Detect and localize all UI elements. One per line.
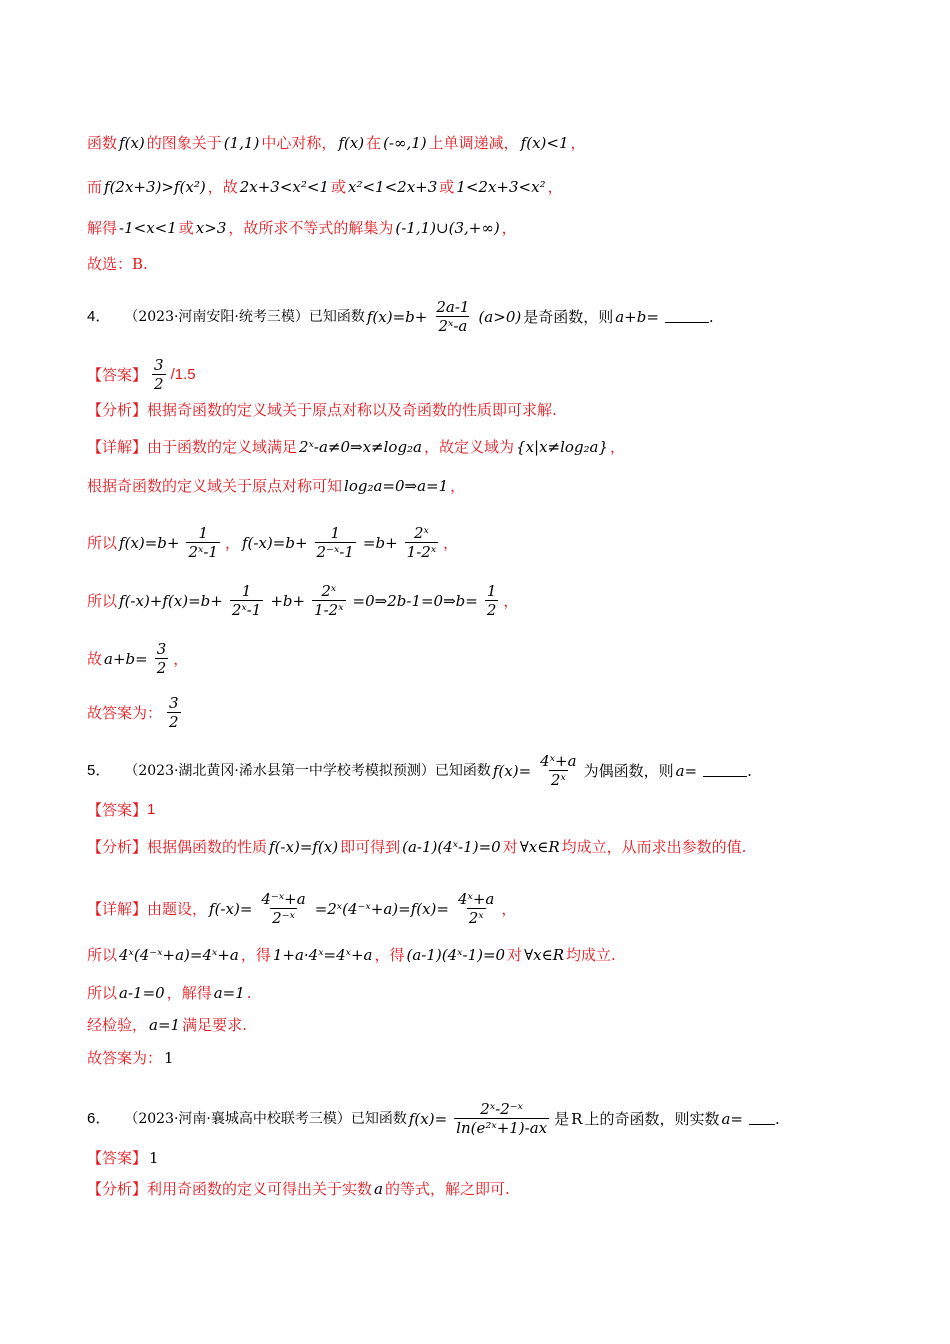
question-source: （2023·河南·襄城高中校联考三模）已知函数	[124, 1110, 407, 1127]
denominator: 2ˣ	[468, 909, 484, 927]
text: 故答案为：	[87, 1049, 163, 1067]
math: (-1,1)∪(3,+∞)	[395, 219, 500, 237]
fraction	[184, 524, 221, 561]
text: 根据奇函数的定义域关于原点对称可知	[87, 477, 343, 495]
fraction	[403, 524, 440, 561]
text: ，	[547, 178, 563, 196]
text: 故答案为：	[87, 703, 163, 722]
text: 所以	[87, 533, 118, 552]
text: ，解得	[166, 984, 212, 1002]
text: ，	[501, 899, 517, 918]
math: f(x)=	[408, 1109, 448, 1128]
q5-detail-3	[87, 983, 910, 1003]
text: .	[774, 1109, 780, 1128]
answer-value: 1	[147, 801, 156, 818]
question-number: 4．	[87, 307, 111, 325]
math: =b+	[362, 533, 398, 552]
numerator: 1	[486, 582, 497, 600]
denominator: 2	[154, 375, 164, 393]
math: =0⇒2b-1=0⇒b=	[352, 591, 478, 610]
text: 上的奇函数，则实数	[584, 1109, 720, 1128]
numerator: 2ˣ	[321, 582, 337, 600]
denominator: 2	[156, 659, 167, 677]
q4-detail-1	[87, 437, 910, 457]
numerator: 3	[156, 640, 167, 658]
text: ，	[443, 533, 459, 552]
text: 的等式，解之即可.	[384, 1180, 510, 1198]
fraction	[483, 582, 501, 619]
math: ∀x∈R	[524, 946, 565, 964]
text: 所以	[87, 946, 118, 964]
math: -1<x<1	[119, 219, 177, 237]
text: ，	[173, 649, 189, 668]
text: ，	[224, 533, 240, 552]
math: f(-x)=	[209, 899, 253, 918]
numerator: 2ˣ-2⁻ˣ	[480, 1100, 524, 1118]
question-4	[87, 298, 910, 335]
numerator: 4⁻ˣ+a	[261, 890, 306, 908]
text: 中心对称，	[261, 134, 337, 152]
text: .	[246, 984, 252, 1002]
denominator: 2ˣ-a	[438, 317, 468, 335]
q5-detail-2	[87, 945, 910, 965]
text: ，	[610, 438, 626, 456]
math: a=1	[149, 1016, 181, 1034]
text: 上单调递减，	[428, 134, 519, 152]
text: 而	[87, 178, 103, 196]
solution-conclusion	[87, 254, 910, 274]
math: {x|x≠log₂a}	[516, 438, 609, 456]
numerator: 2ˣ	[413, 524, 429, 542]
q6-answer	[87, 1148, 910, 1168]
math: (a-1)(4ˣ-1)=0	[406, 946, 506, 964]
text: 利用奇函数的定义可得出关于实数	[147, 1180, 373, 1198]
text: 对	[507, 946, 523, 964]
solution-line-2	[87, 177, 910, 197]
math: x>3	[195, 219, 227, 237]
math: 2x+3<x²<1	[239, 178, 329, 196]
math: (a-1)(4ˣ-1)=0	[402, 838, 501, 856]
q4-analysis	[87, 400, 910, 420]
math: log₂a=0⇒a=1	[344, 477, 449, 495]
text: ，故定义域为	[424, 438, 515, 456]
question-number: 5．	[87, 761, 111, 779]
text: 所以	[87, 591, 118, 610]
solution-line-3	[87, 218, 910, 238]
q4-detail-2	[87, 476, 910, 496]
text: 满足要求.	[182, 1016, 247, 1034]
numerator: 3	[154, 356, 164, 374]
text: 或	[439, 178, 455, 196]
denominator: 2ˣ	[550, 771, 566, 789]
fraction	[165, 694, 183, 731]
math: 1<2x+3<x²	[456, 178, 546, 196]
numerator: 1	[198, 524, 208, 542]
fraction	[228, 582, 265, 619]
math: 1	[164, 1049, 174, 1067]
math: 2ˣ-a≠0⇒x≠log₂a	[299, 438, 423, 456]
numerator: 3	[169, 694, 179, 712]
fraction	[432, 298, 473, 335]
denominator: 1-2ˣ	[406, 543, 437, 561]
text: 函数	[87, 134, 118, 152]
fraction	[313, 524, 358, 561]
q5-answer	[87, 800, 910, 820]
math: f(x)	[338, 134, 365, 152]
q5-detail-4	[87, 1015, 910, 1035]
q4-answer	[87, 356, 910, 393]
detail-label: 【详解】	[87, 899, 148, 918]
question-number: 6．	[87, 1109, 111, 1127]
q4-detail-3	[87, 524, 910, 561]
math: +b+	[270, 591, 306, 610]
text: 或	[178, 219, 194, 237]
math: f(-x)=b+	[241, 533, 308, 552]
numerator: 4ˣ+a	[540, 752, 577, 770]
fraction	[452, 1100, 551, 1137]
answer-blank	[749, 1112, 775, 1125]
fraction	[310, 582, 347, 619]
math: f(2x+3)>f(x²)	[104, 178, 206, 196]
text: 或	[330, 178, 346, 196]
q5-final-answer	[87, 1048, 910, 1068]
denominator: 2ˣ-1	[188, 543, 218, 561]
text: 解得	[87, 219, 118, 237]
text: .	[747, 761, 752, 780]
q4-final-answer	[87, 694, 910, 731]
question-source: （2023·湖北黄冈·浠水县第一中学校考模拟预测）已知函数	[124, 762, 491, 779]
answer-value: 1	[149, 1149, 159, 1167]
math: f(x)=b+	[119, 533, 180, 552]
text: 对	[502, 838, 518, 856]
text: 根据偶函数的性质	[147, 838, 268, 856]
fraction	[150, 356, 168, 393]
denominator: 2	[486, 601, 497, 619]
text: .	[708, 307, 714, 326]
text: 根据奇函数的定义域关于原点对称以及奇函数的性质即可求解.	[147, 401, 557, 419]
text: ，故	[207, 178, 238, 196]
text: 由于函数的定义域满足	[147, 438, 298, 456]
q5-detail-1	[87, 890, 910, 927]
question-5	[87, 752, 910, 789]
numerator: 2a-1	[436, 298, 470, 316]
math: f(x)=	[492, 761, 532, 780]
text: ，得	[374, 946, 405, 964]
math: a	[374, 1180, 383, 1198]
math: R	[571, 1109, 583, 1128]
fraction	[257, 890, 309, 927]
math: (1,1)	[223, 134, 260, 152]
fraction	[454, 890, 498, 927]
math: a+b=	[104, 649, 148, 668]
math: ∀x∈R	[519, 838, 560, 856]
math: 1+a·4ˣ=4ˣ+a	[272, 946, 373, 964]
text: 故选：B.	[87, 255, 148, 273]
analysis-label: 【分析】	[87, 401, 148, 419]
denominator: 2	[169, 713, 179, 731]
text: 的图象关于	[146, 134, 222, 152]
text: 故	[87, 649, 103, 668]
text: 均成立.	[566, 946, 616, 964]
text: ，故所求不等式的解集为	[228, 219, 394, 237]
text: ，得	[240, 946, 271, 964]
math: f(-x)=f(x)	[269, 838, 339, 856]
math: (-∞,1)	[383, 134, 427, 152]
answer-blank	[703, 764, 747, 777]
math: a+b=	[615, 307, 659, 326]
math: (a>0)	[478, 307, 522, 326]
math: a-1=0	[119, 984, 165, 1002]
numerator: 4ˣ+a	[457, 890, 495, 908]
text: ，	[570, 134, 586, 152]
denominator: 1-2ˣ	[314, 601, 344, 619]
math: f(x)=b+	[366, 307, 428, 326]
text: ，	[503, 591, 519, 610]
math: f(-x)+f(x)=b+	[119, 591, 223, 610]
fraction	[153, 640, 171, 677]
analysis-label: 【分析】	[87, 1180, 148, 1198]
answer-label: 【答案】	[87, 365, 148, 384]
answer-label: 【答案】	[87, 801, 148, 819]
text: ，	[501, 219, 517, 237]
numerator: 1	[330, 524, 340, 542]
text: 是奇函数，则	[523, 307, 614, 326]
q6-analysis	[87, 1179, 910, 1199]
q4-detail-5	[87, 640, 910, 677]
denominator: 2⁻ˣ-1	[316, 543, 354, 561]
question-source: （2023·河南安阳·统考三模）已知函数	[124, 308, 365, 325]
math: =2ˣ(4⁻ˣ+a)=f(x)=	[314, 899, 449, 918]
numerator: 1	[241, 582, 252, 600]
q5-analysis	[87, 837, 910, 857]
text: 在	[366, 134, 382, 152]
answer-label: 【答案】	[87, 1149, 148, 1167]
solution-line-1	[87, 133, 910, 153]
question-6	[87, 1100, 910, 1137]
denominator: 2⁻ˣ	[272, 909, 295, 927]
analysis-label: 【分析】	[87, 838, 148, 856]
math: a=	[675, 761, 698, 780]
text: ，	[450, 477, 466, 495]
text: 由题设，	[147, 899, 208, 918]
denominator: 2ˣ-1	[231, 601, 262, 619]
text: 所以	[87, 984, 118, 1002]
math: f(x)	[119, 134, 145, 152]
denominator: ln(e²ˣ+1)-ax	[456, 1119, 548, 1137]
math: a=1	[213, 984, 245, 1002]
detail-label: 【详解】	[87, 438, 148, 456]
text: 均成立，从而求出参数的值.	[561, 838, 747, 856]
answer-blank	[665, 310, 709, 323]
math: x²<1<2x+3	[348, 178, 438, 196]
text: 是	[554, 1109, 570, 1128]
q4-detail-4	[87, 582, 910, 619]
fraction	[536, 752, 580, 789]
math: 4ˣ(4⁻ˣ+a)=4ˣ+a	[119, 946, 239, 964]
text: 经检验，	[87, 1016, 148, 1034]
text: 为偶函数，则	[583, 761, 674, 780]
math: f(x)<1	[520, 134, 569, 152]
text: 即可得到	[340, 838, 401, 856]
math: a=	[721, 1109, 743, 1128]
answer-alt: /1.5	[170, 365, 196, 383]
